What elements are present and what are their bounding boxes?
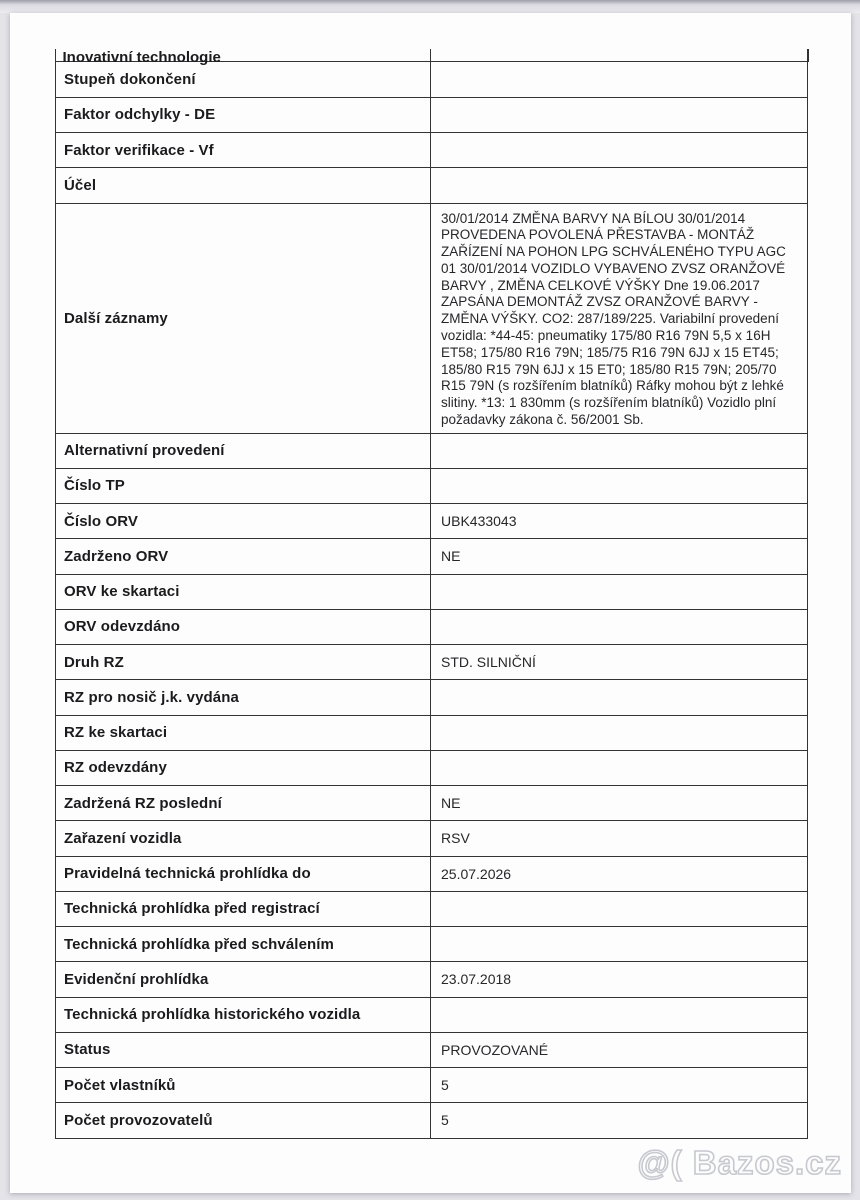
table-border-stub bbox=[430, 49, 432, 62]
table-row bbox=[56, 503, 807, 538]
table-row bbox=[56, 856, 807, 891]
row-label: Číslo ORV bbox=[56, 504, 431, 538]
row-label: RZ odevzdány bbox=[56, 751, 431, 785]
table-row bbox=[56, 132, 807, 167]
row-value: 25.07.2026 bbox=[441, 865, 512, 882]
table-row bbox=[56, 433, 807, 468]
row-value bbox=[431, 927, 807, 961]
row-label: Status bbox=[56, 1033, 431, 1067]
row-value bbox=[431, 751, 807, 785]
row-value: 30/01/2014 ZMĚNA BARVY NA BÍLOU 30/01/2014 PROVEDENA POVOLENÁ PŘESTAVBA - MONTÁŽ ZAŘÍZENÍ NA POHON LPG SCHVÁLENÉHO TYPU AGC 01 30/01/2014 VOZIDLO VYBAVENO ZVSZ ORANŽOVÉ BARVY , ZMĚNA CELKOVÉ VÝŠKY Dne 19.06.2017 ZAPSÁNA DEMONTÁŽ ZVSZ ORANŽOVÉ BARVY - ZMĚNA VÝŠKY. CO2: 287/189/225. Variabilní provedení vozidla: *44-45: pneumatiky 175/80 R16 79N 5,5 x 16H ET58; 175/80 R16 79N; 185/75 R16 79N 6JJ x 15 ET45; 185/80 R15 79N 6JJ x 15 ET0; 185/80 R15 79N; 205/70 R15 79N (s rozšířením blatníků) Ráfky mohou být z lehké slitiny. *13: 1 830mm (s rozšířením blatníků) Vozidlo plní požadavky zákona č. 56/2001 Sb. bbox=[441, 210, 786, 428]
table-rows-container bbox=[56, 62, 807, 1138]
row-value: NE bbox=[441, 548, 461, 565]
row-label: Technická prohlídka historického vozidla bbox=[56, 998, 431, 1032]
row-label: Počet provozovatelů bbox=[56, 1103, 431, 1137]
bazos-watermark: @( Bazos.cz bbox=[637, 1144, 842, 1181]
row-label: Stupeň dokončení bbox=[56, 62, 431, 97]
table-row bbox=[56, 167, 807, 202]
table-row bbox=[56, 538, 807, 573]
table-row bbox=[56, 574, 807, 609]
table-row bbox=[56, 785, 807, 820]
table-border-stub bbox=[55, 49, 57, 62]
vehicle-record-table bbox=[55, 49, 808, 1139]
row-label: Zadrženo ORV bbox=[56, 539, 431, 573]
row-label: Zařazení vozidla bbox=[56, 821, 431, 855]
table-row bbox=[56, 1067, 807, 1102]
row-value: 5 bbox=[441, 1112, 449, 1129]
table-row bbox=[56, 997, 807, 1032]
row-value bbox=[431, 168, 807, 202]
table-row bbox=[56, 62, 807, 97]
table-row bbox=[56, 891, 807, 926]
row-label: RZ pro nosič j.k. vydána bbox=[56, 680, 431, 714]
table-row bbox=[56, 203, 807, 433]
row-value bbox=[431, 892, 807, 926]
row-value: 5 bbox=[441, 1077, 449, 1094]
row-value bbox=[431, 680, 807, 714]
table-row bbox=[56, 926, 807, 961]
table-row bbox=[56, 715, 807, 750]
row-label: RZ ke skartaci bbox=[56, 716, 431, 750]
row-value bbox=[431, 434, 807, 468]
row-label: Další záznamy bbox=[56, 204, 431, 433]
table-row bbox=[56, 750, 807, 785]
row-value bbox=[431, 469, 807, 503]
row-value: NE bbox=[441, 795, 461, 812]
row-value bbox=[431, 610, 807, 644]
row-value: STD. SILNIČNÍ bbox=[441, 654, 536, 671]
table-row bbox=[56, 468, 807, 503]
table-row bbox=[56, 644, 807, 679]
clipped-row-label: Inovativní technologie bbox=[62, 49, 221, 66]
row-label: ORV odevzdáno bbox=[56, 610, 431, 644]
table-row bbox=[56, 1032, 807, 1067]
row-label: Technická prohlídka před schválením bbox=[56, 927, 431, 961]
row-label: Evidenční prohlídka bbox=[56, 962, 431, 996]
row-label: Zadržená RZ poslední bbox=[56, 786, 431, 820]
row-label: Technická prohlídka před registrací bbox=[56, 892, 431, 926]
row-label: Faktor odchylky - DE bbox=[56, 98, 431, 132]
row-value bbox=[431, 133, 807, 167]
row-label: Druh RZ bbox=[56, 645, 431, 679]
table-row bbox=[56, 97, 807, 132]
row-value bbox=[431, 62, 807, 97]
row-label: Alternativní provedení bbox=[56, 434, 431, 468]
row-label: Číslo TP bbox=[56, 469, 431, 503]
row-label: Počet vlastníků bbox=[56, 1068, 431, 1102]
row-label: ORV ke skartaci bbox=[56, 575, 431, 609]
table-row bbox=[56, 961, 807, 996]
table-row bbox=[56, 820, 807, 855]
row-value: 23.07.2018 bbox=[441, 971, 512, 988]
table-row bbox=[56, 1102, 807, 1137]
table-border-stub bbox=[807, 49, 809, 62]
row-value: PROVOZOVANÉ bbox=[441, 1041, 549, 1058]
photo-background-top-edge bbox=[0, 0, 860, 13]
table-row bbox=[56, 609, 807, 644]
document-page bbox=[10, 13, 851, 1193]
row-label: Faktor verifikace - Vf bbox=[56, 133, 431, 167]
row-value bbox=[431, 716, 807, 750]
table-row bbox=[56, 679, 807, 714]
row-value bbox=[431, 575, 807, 609]
row-value bbox=[431, 98, 807, 132]
row-label: Pravidelná technická prohlídka do bbox=[56, 857, 431, 891]
row-value bbox=[431, 998, 807, 1032]
row-value: UBK433043 bbox=[441, 513, 517, 530]
row-label: Účel bbox=[56, 168, 431, 202]
row-value: RSV bbox=[441, 830, 470, 847]
